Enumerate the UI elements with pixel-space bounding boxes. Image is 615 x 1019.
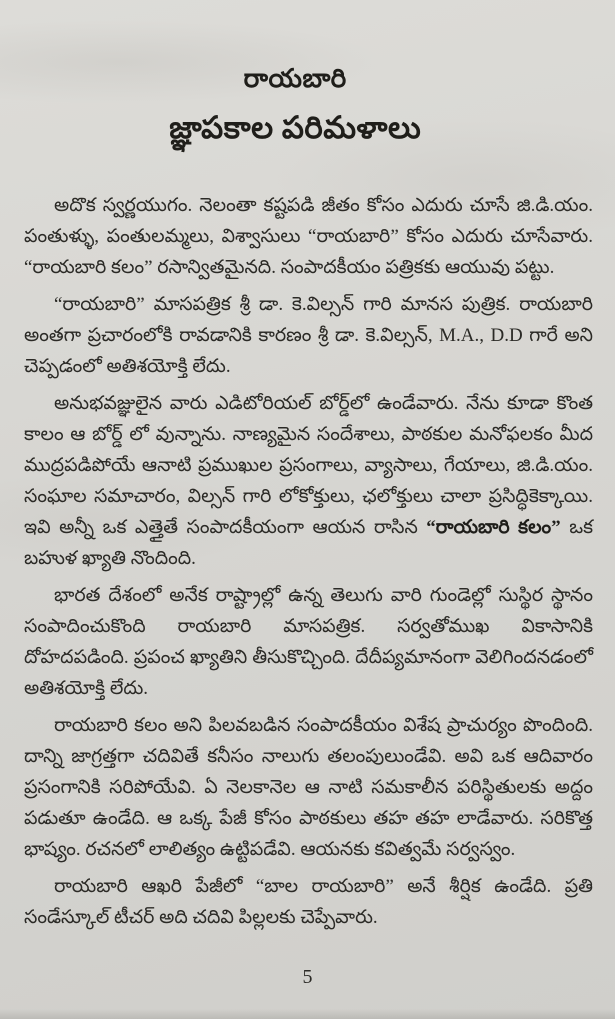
text-run: రాయబారి ఆఖరి పేజీలో “బాల రాయబారి” అనే శీర్షిక ఉండేది. ప్రతి సండేస్కూల్ టీచర్ అది చదివి పిల్లలకు చెప్పేవారు. (24, 876, 593, 928)
text-run: “రాయబారి” మాసపత్రిక శ్రీ డా. కె.విల్సన్ గారి మానస పుత్రిక. రాయబారి అంతగా ప్రచారంలోకి రావడానికి కారణం శ్రీ డా. కె.విల్సన్, M.A., D.D గారే అని చెప్పడంలో అతిశయోక్తి లేదు. (24, 294, 593, 377)
page-subtitle: జ్ఞాపకాల పరిమళాలు (169, 110, 422, 145)
text-run: భారత దేశంలో అనేక రాష్ట్రాల్లో ఉన్న తెలుగు వారి గుండెల్లో సుస్థిర స్థానం సంపాదించుకొంది రాయబారి మాసపత్రిక. సర్వతోముఖ వికాసానికి దోహదపడింది. ప్రపంచ ఖ్యాతిని తీసుకొచ్చింది. దేదీప్యమానంగా వెలిగిందనడంలో అతిశయోక్తి లేదు. (24, 585, 593, 699)
text-run: అదొక స్వర్ణయుగం. నెలంతా కష్టపడి జీతం కోసం ఎదురు చూసే జి.డి.యం. పంతుళ్ళు, పంతులమ్మలు, విశ్వాసులు “రాయబారి” కోసం ఎదురు చూసేవారు. “రాయబారి కలం” రసాన్వితమైనది. సంపాదకీయం పత్రికకు ఆయువు పట్టు. (24, 195, 593, 278)
body-text (24, 190, 593, 939)
paragraph (24, 580, 593, 704)
page-title: రాయబారి (243, 64, 347, 93)
bold-text-run: “రాయబారి కలం” (426, 517, 561, 538)
paragraph (24, 871, 593, 933)
paragraph (24, 190, 593, 283)
paragraph (24, 289, 593, 382)
paragraph (24, 710, 593, 865)
scan-edge-shadow (0, 1009, 615, 1019)
page-number: 5 (302, 966, 313, 988)
text-run: ఒక బహుళ ఖ్యాతి నొందింది. (24, 517, 593, 569)
text-run: అనుభవజ్ఞులైన వారు ఎడిటోరియల్ బోర్డ్‌లో ఉండేవారు. నేను కూడా కొంత కాలం ఆ బోర్డ్ లో వున్నాను. నాణ్యమైన సందేశాలు, పాఠకుల మనోఫలకం మీద ముద్రపడిపోయే ఆనాటి ప్రముఖుల ప్రసంగాలు, వ్యాసాలు, గేయాలు, జి.డి.యం. సంఘాల సమాచారం, విల్సన్ గారి లోకోక్తులు, ఛలోక్తులు చాలా ప్రసిద్ధికెక్కాయి. ఇవి అన్నీ ఒక ఎత్తైతే సంపాదకీయంగా ఆయన రాసిన (24, 393, 593, 538)
paragraph (24, 388, 593, 574)
text-run: రాయబారి కలం అని పిలవబడిన సంపాదకీయం విశేష ప్రాచుర్యం పొందింది. దాన్ని జాగ్రత్తగా చదివితే కనీసం నాలుగు తలంపులుండేవి. అవి ఒక ఆదివారం ప్రసంగానికి సరిపోయేవి. ఏ నెలకానెల ఆ నాటి సమకాలీన పరిస్థితులకు అద్దం పడుతూ ఉండేది. ఆ ఒక్క పేజీ కోసం పాఠకులు తహ తహ లాడేవారు. సరికొత్త భాష్యం. రచనలో లాలిత్యం ఉట్టిపడేవి. ఆయనకు కవిత్వమే సర్వస్వం. (24, 715, 593, 860)
